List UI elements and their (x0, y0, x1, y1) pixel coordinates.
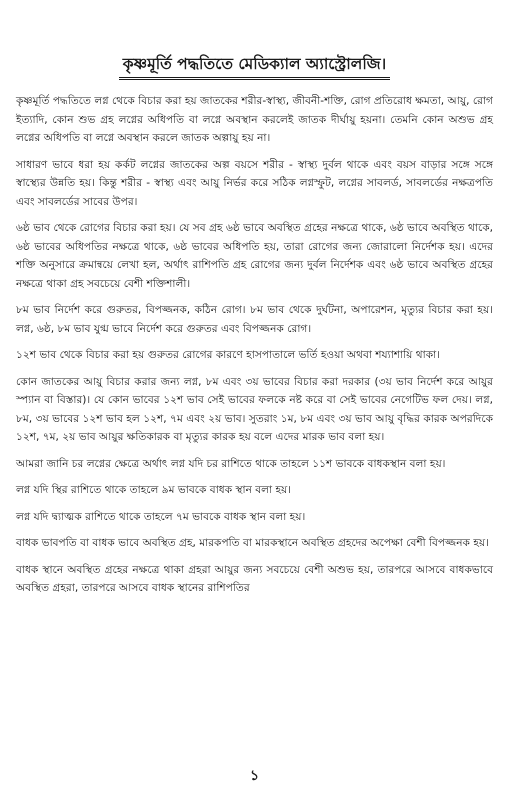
paragraph-6: কোন জাতকের আয়ু বিচার করার জন্য লগ্ন, ৮ম এবং ৩য় ভাবের বিচার করা দরকার (৩য় ভাব নির্দেশ করে আয়ুর স্প্যান বা বিস্তার)। যে কোন ভাবের ১২শ ভাব সেই ভাবের ফলকে নষ্ট করে বা সেই ভাবের নেগেটিভ ফল দেয়। লগ্ন, ৮ম, ৩য় ভাবের ১২শ ভাব হল ১২শ, ৭ম এবং ২য় ভাব। সুতরাং ১ম, ৮ম এবং ৩য় ভাব আয়ু বৃদ্ধির কারক অপরদিকে ১২শ, ৭ম, ২য় ভাব আয়ুর ক্ষতিকারক বা মৃত্যুর কারক হয় বলে এদের মারক ভাব বলা হয়। (16, 375, 493, 443)
paragraph-4: ৮ম ভাব নির্দেশ করে গুরুতর, বিপজ্জনক, কঠিন রোগ। ৮ম ভাব থেকে দুর্ঘটনা, অপারেশন, মৃত্যুর বিচার করা হয়। লগ্ন, ৬ষ্ঠ, ৮ম ভাব যুগ্ম ভাবে নির্দেশ করে গুরুতর এবং বিপজ্জনক রোগ। (16, 304, 493, 335)
paragraph-5: ১২শ ভাব থেকে বিচার করা হয় গুরুতর রোগের কারণে হাসপাতালে ভর্তি হওয়া অথবা শয্যাশায়ি থাকা। (16, 349, 440, 361)
page-title: কৃষ্ণমূর্তি পদ্ধতিতে মেডিক্যাল অ্যাস্ট্রোলজি। (119, 54, 390, 80)
title-wrap (16, 54, 493, 80)
page-number: ১ (249, 768, 260, 784)
paragraph-2: সাধারণ ভাবে ধরা হয় কর্কট লগ্নের জাতকের অল্প বয়সে শরীর - স্বাস্থ্য দুর্বল থাকে এবং বয়স বাড়ার সঙ্গে সঙ্গে স্বাস্থ্যের উন্নতি হয়। কিন্তু শরীর - স্বাস্থ্য এবং আয়ু নির্ভর করে সঠিক লগ্নস্ফুট, লগ্নের সাবলর্ড, সাবলর্ডের নক্ষত্রপতি এবং সাবলর্ডের সাবের উপর। (16, 158, 493, 208)
paragraph-7: আমরা জানি চর লগ্নের ক্ষেত্রে অর্থাৎ লগ্ন যদি চর রাশিতে থাকে তাহলে ১১শ ভাবকে বাধকস্থান বলা হয়। (16, 457, 446, 470)
paragraph-11: বাধক স্থানে অবস্থিত গ্রহের নক্ষত্রে থাকা গ্রহরা আয়ুর জন্য সবচেয়ে বেশী অশুভ হয়, তারপরে আসবে বাধকভাবে অবস্থিত গ্রহরা, তারপরে আসবে বাধক স্থানের রাশিপতির (16, 563, 493, 594)
paragraph-1: কৃষ্ণমূর্তি পদ্ধতিতে লগ্ন থেকে বিচার করা হয় জাতকের শরীর-স্বাস্থ্য, জীবনী-শক্তি, রোগ প্রতিরোধ ক্ষমতা, আয়ু, রোগ ইত্যাদি, কোন শুভ গ্রহ লগ্নের অধিপতি বা লগ্নে অবস্থান করলেই জাতক দীর্ঘায়ু হয়না। তেমনি কোন অশুভ গ্রহ লগ্নের অধিপতি বা লগ্নে অবস্থান করলে জাতক অল্পায়ু হয় না। (16, 95, 493, 144)
paragraph-10: বাধক ভাবপতি বা বাধক ভাবে অবস্থিত গ্রহ, মারকপতি বা মারকস্থানে অবস্থিত গ্রহদের অপেক্ষা বেশী বিপজ্জনক হয়। (16, 537, 489, 549)
paragraph-8: লগ্ন যদি স্থির রাশিতে থাকে তাহলে ৯ম ভাবকে বাধক স্থান বলা হয়। (16, 484, 292, 496)
paragraph-3: ৬ষ্ঠ ভাব থেকে রোগের বিচার করা হয়। যে সব গ্রহ ৬ষ্ঠ ভাবে অবস্থিত গ্রহের নক্ষত্রে থাকে, ৬ষ্ঠ ভাবে অবস্থিত থাকে, ৬ষ্ঠ ভাবের অধিপতির নক্ষত্রে থাকে, ৬ষ্ঠ ভাবের অধিপতি হয়, তারা রোগের জন্য জোরালো নির্দেশক হয়। এদের শক্তি অনুসারে ক্রমান্বয়ে লেখা হল, অর্থাৎ রাশিপতি গ্রহ রোগের জন্য দুর্বল নির্দেশক এবং ৬ষ্ঠ ভাবে অবস্থিত গ্রহের নক্ষত্রে থাকা গ্রহ সবচেয়ে বেশী শক্তিশালী। (16, 222, 493, 290)
paragraph-9: লগ্ন যদি দ্ব্যাত্মক রাশিতে থাকে তাহলে ৭ম ভাবকে বাধক স্থান বলা হয়। (16, 510, 306, 523)
